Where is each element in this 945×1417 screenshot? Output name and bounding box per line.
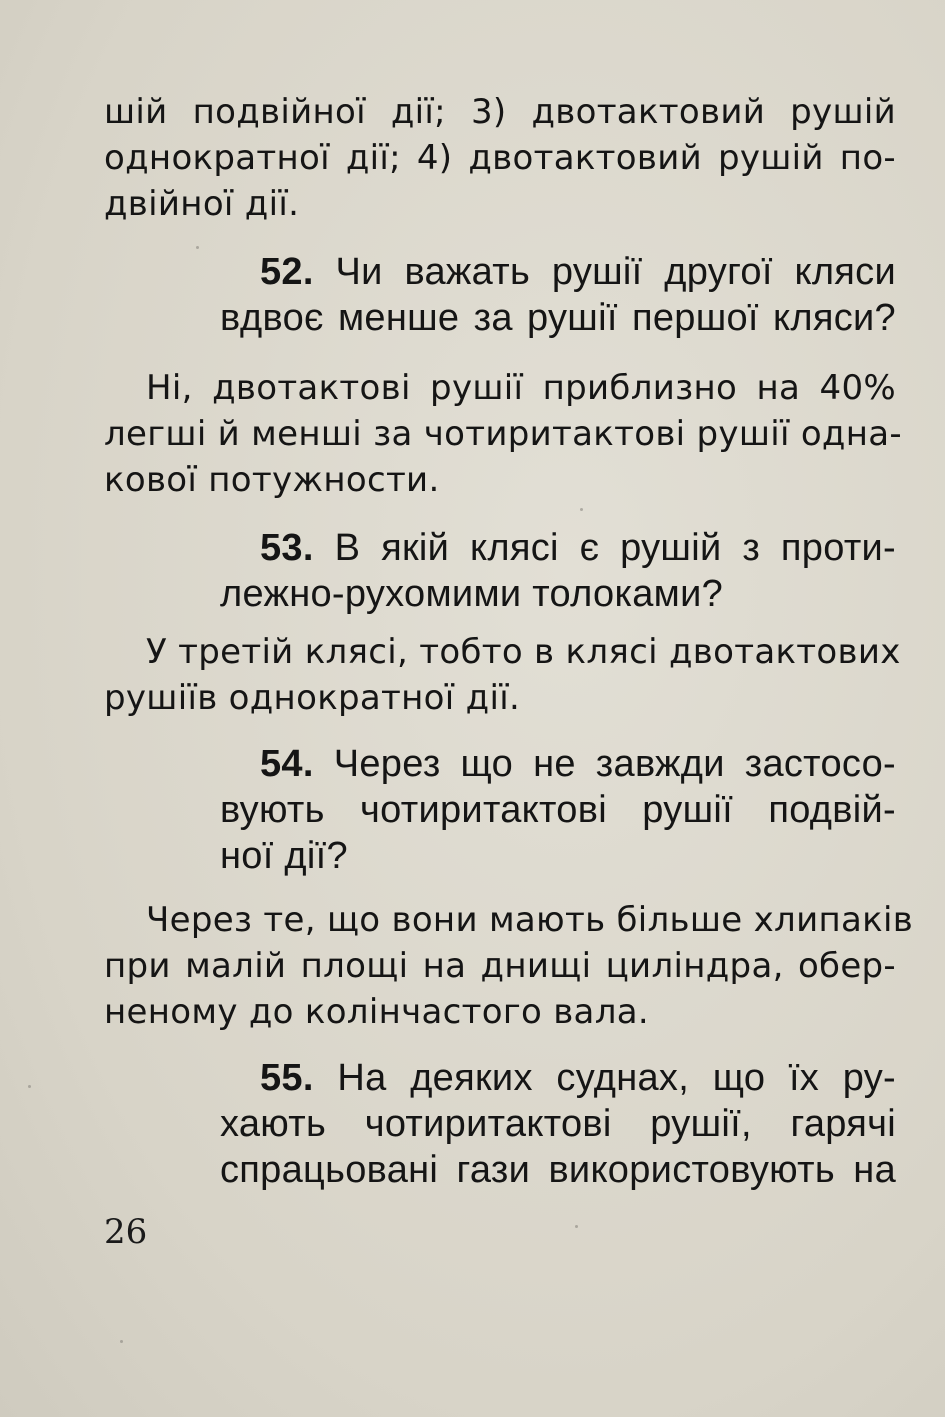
question-52-number: 52. — [260, 251, 314, 293]
question-54-line-1 — [260, 742, 896, 786]
paper-speck — [120, 1340, 123, 1343]
paper-speck — [580, 508, 583, 511]
intro-line-2: однократної дії; 4) двотактовий рушій по- — [104, 138, 896, 178]
paper-speck — [28, 1085, 31, 1088]
answer-53-line-1: У третій клясі, тобто в клясі двотактових — [146, 632, 901, 672]
intro-line-3: двійної дії. — [104, 184, 300, 224]
answer-52-line-3: кової потужности. — [104, 460, 440, 500]
question-55-line-1 — [260, 1056, 896, 1100]
paper-speck — [196, 246, 199, 249]
question-52-line-2: вдвоє менше за рушії першої кляси? — [220, 297, 896, 339]
answer-54-line-1: Через те, що вони мають більше хлипаків — [146, 900, 914, 940]
question-53-number: 53. — [260, 527, 314, 569]
question-55-number: 55. — [260, 1057, 314, 1099]
answer-54-line-3: неному до колінчастого вала. — [104, 992, 649, 1032]
question-55-line-3: спрацьовані гази використовують на — [220, 1149, 896, 1191]
paper-speck — [575, 1225, 578, 1228]
question-53-line-1 — [260, 526, 896, 570]
answer-52-line-1: Ні, двотактові рушії приблизно на 40% — [146, 368, 896, 408]
question-54-text-1: Через що не завжди застосо- — [333, 743, 897, 785]
question-53-line-2: лежно-рухомими толоками? — [220, 573, 724, 615]
answer-52-line-2: легші й менші за чотиритактові рушії одна- — [104, 414, 902, 454]
question-54-number: 54. — [260, 743, 314, 785]
question-52-line-1 — [260, 250, 896, 294]
question-52-text-1: Чи важать рушії другої кляси — [335, 251, 896, 293]
answer-54-line-2: при малій площі на днищі циліндра, обер- — [104, 946, 896, 986]
question-53-text-1: В якій клясі є рушій з проти- — [334, 527, 897, 569]
question-54-line-2: вують чотиритактові рушії подвій- — [220, 789, 896, 831]
question-55-text-1: На деяких суднах, що їх ру- — [337, 1057, 897, 1099]
answer-53-line-2: рушіїв однократної дії. — [104, 678, 521, 718]
question-54-line-3: ної дії? — [220, 835, 348, 877]
question-55-line-2: хають чотиритактові рушії, гарячі — [220, 1103, 896, 1145]
page-number: 26 — [104, 1212, 148, 1252]
intro-line-1: шій подвійної дії; 3) двотактовий рушій — [104, 92, 896, 132]
